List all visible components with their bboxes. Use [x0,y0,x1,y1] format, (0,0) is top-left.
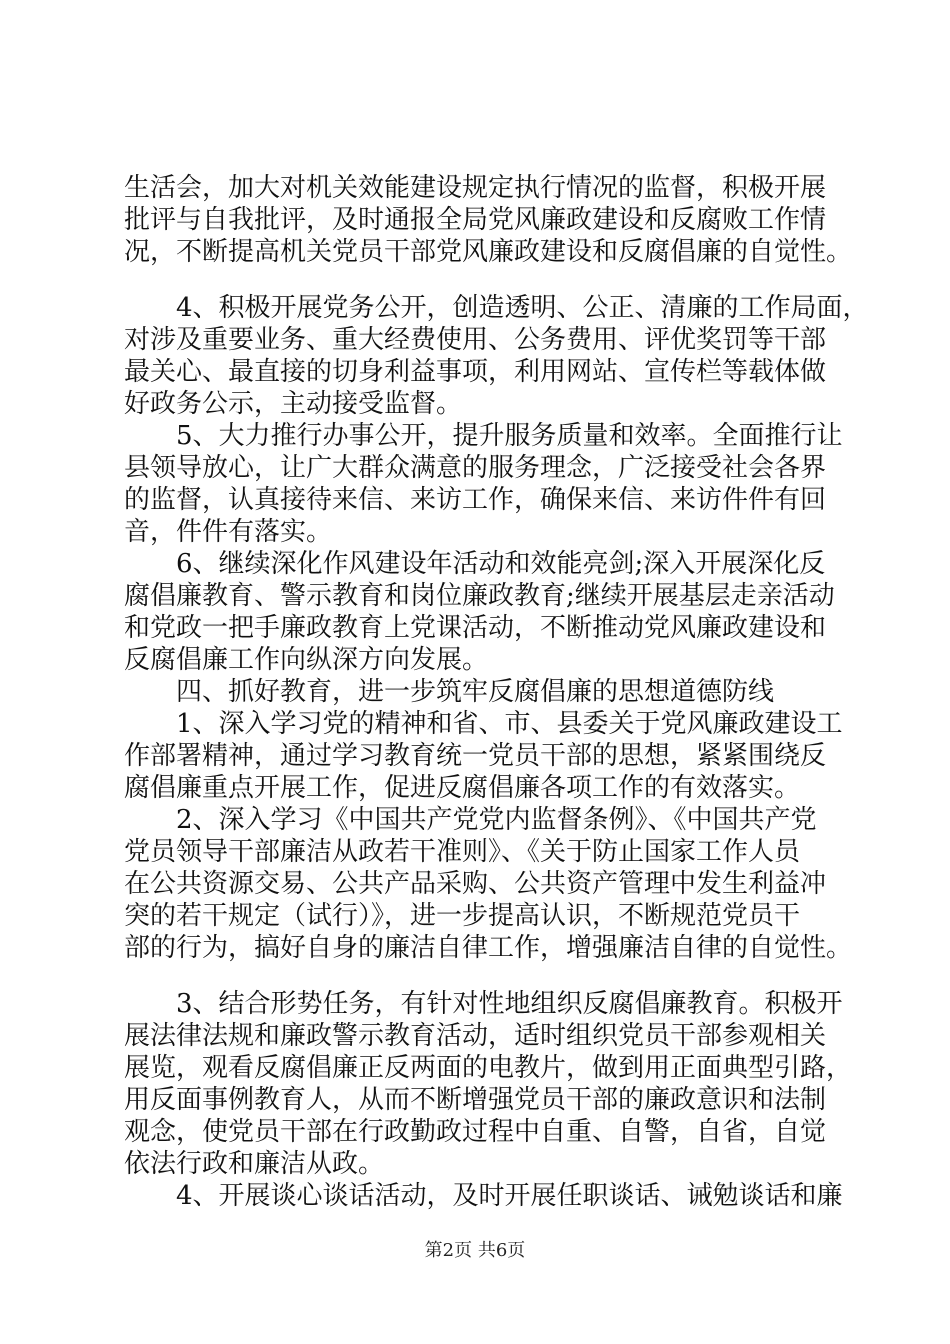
text-line: 部的行为，搞好自身的廉洁自律工作，增强廉洁自律的自觉性。 [124,933,853,963]
text-line: 况，不断提高机关党员干部党风廉政建设和反腐倡廉的自觉性。 [124,237,853,267]
text-line: 用反面事例教育人，从而不断增强党员干部的廉政意识和法制 [124,1085,827,1115]
text-line: 作部署精神，通过学习教育统一党员干部的思想，紧紧围绕反 [124,741,827,771]
text-line: 生活会，加大对机关效能建设规定执行情况的监督，积极开展 [124,173,827,203]
text-line: 观念，使党员干部在行政勤政过程中自重、自警，自省，自觉 [124,1117,827,1147]
text-line: 6、继续深化作风建设年活动和效能亮剑;深入开展深化反 [176,549,826,579]
text-line: 腐倡廉教育、警示教育和岗位廉政教育;继续开展基层走亲活动 [124,581,835,611]
text-line: 对涉及重要业务、重大经费使用、公务费用、评优奖罚等干部 [124,325,827,355]
text-line: 音，件件有落实。 [124,517,333,547]
text-line: 反腐倡廉工作向纵深方向发展。 [124,645,489,675]
text-line: 4、积极开展党务公开，创造透明、公正、清廉的工作局面， [176,293,869,323]
text-line: 党员领导干部廉洁从政若干准则》、《关于防止国家工作人员 [124,837,801,867]
paragraph-spacer [124,964,844,988]
text-line: 3、结合形势任务，有针对性地组织反腐倡廉教育。积极开 [176,989,843,1019]
text-line: 腐倡廉重点开展工作，促进反腐倡廉各项工作的有效落实。 [124,773,801,803]
text-line: 县领导放心，让广大群众满意的服务理念，广泛接受社会各界 [124,453,827,483]
text-line: 依法行政和廉洁从政。 [124,1149,385,1179]
body-text [124,172,869,1212]
text-line: 展览，观看反腐倡廉正反两面的电教片，做到用正面典型引路， [124,1053,853,1083]
text-line: 2、深入学习《中国共产党党内监督条例》、《中国共产党 [176,805,817,835]
text-line: 和党政一把手廉政教育上党课活动，不断推动党风廉政建设和 [124,613,827,643]
section-heading: 四、抓好教育，进一步筑牢反腐倡廉的思想道德防线 [176,677,775,707]
text-line: 最关心、最直接的切身利益事项，利用网站、宣传栏等载体做 [124,357,827,387]
text-line: 批评与自我批评，及时通报全局党风廉政建设和反腐败工作情 [124,205,827,235]
text-line: 的监督，认真接待来信、来访工作，确保来信、来访件件有回 [124,485,827,515]
text-line: 1、深入学习党的精神和省、市、县委关于党风廉政建设工 [176,709,843,739]
text-line: 4、开展谈心谈话活动，及时开展任职谈话、诫勉谈话和廉 [176,1181,843,1211]
text-line: 展法律法规和廉政警示教育活动，适时组织党员干部参观相关 [124,1021,827,1051]
text-line: 5、大力推行办事公开，提升服务质量和效率。全面推行让 [176,421,843,451]
text-line: 在公共资源交易、公共产品采购、公共资产管理中发生利益冲 [124,869,827,899]
paragraph-spacer [124,268,844,292]
text-line: 好政务公示，主动接受监督。 [124,389,463,419]
text-line: 突的若干规定（试行）》，进一步提高认识，不断规范党员干 [124,901,801,931]
page-footer: 第2页 共6页 [424,1240,526,1261]
